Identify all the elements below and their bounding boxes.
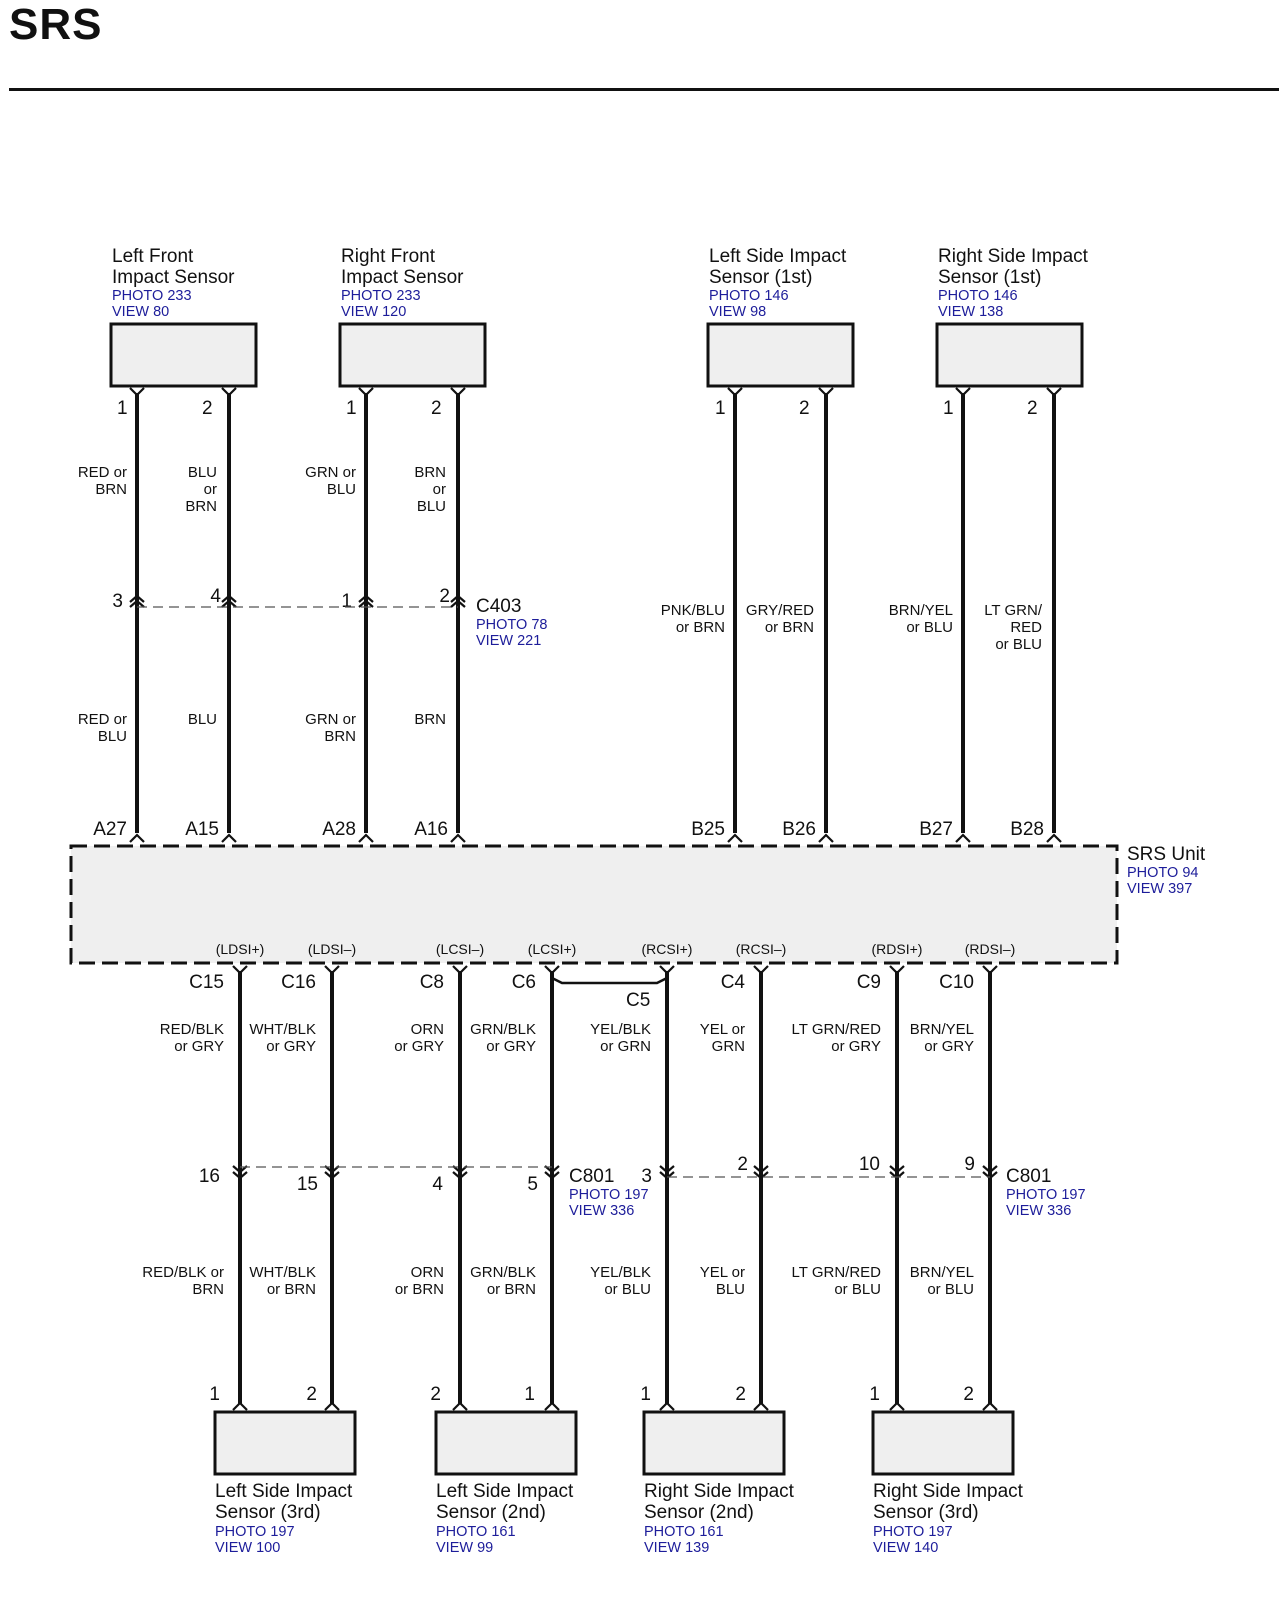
wire-color-line: or GRN [600,1038,651,1055]
unit-pin: A16 [414,819,448,840]
wire-color-line: ORN [410,1264,444,1281]
signal-name: (LCSI+) [527,941,577,957]
pin-number: 2 [735,1384,746,1405]
wire-color-line: BLU [97,728,127,745]
wire-color-line: BRN [95,481,127,498]
wire-color-line: GRY/RED [745,602,814,619]
unit-pin: B26 [782,819,816,840]
wire-color-line: WHT/BLK [249,1021,316,1038]
sensor-name-line: Sensor (1st) [938,267,1042,288]
sensor-name-line: Left Side Impact [436,1481,574,1502]
view-ref: VIEW 98 [709,304,767,320]
wire-color-line: or BLU [834,1281,881,1298]
terminal-chevron [1047,835,1061,842]
connector-c801-name: C801 [569,1166,615,1187]
connector-c801-name: C801 [1006,1166,1052,1187]
sensor-name-line: Left Front [112,246,194,267]
connector-pin: 3 [641,1166,652,1187]
wire-color-line: BRN [414,464,446,481]
wire-color-line: LT GRN/RED [791,1021,881,1038]
unit-pin: B28 [1010,819,1044,840]
wire-color-line: BRN/YEL [909,1264,974,1281]
wire-color-line: GRN/BLK [470,1264,536,1281]
view-ref: VIEW 120 [341,304,407,320]
sensor-name-line: Impact Sensor [341,267,464,288]
sensor-name-line: Impact Sensor [112,267,235,288]
wire-color-line: or BRN [486,1281,536,1298]
wire-color-line: BRN [414,711,446,728]
photo-ref: PHOTO 197 [873,1524,953,1540]
terminal-chevron [359,835,373,842]
pin-number: 2 [799,398,810,419]
wire-color-line: BLU [187,711,217,728]
connector-pin: 15 [296,1174,318,1195]
sensor-name-line: Right Side Impact [873,1481,1023,1502]
wire-color-line: BLU [715,1281,745,1298]
wire-color-line: GRN/BLK [470,1021,536,1038]
pin-number: 1 [715,398,726,419]
sensor-box [111,324,256,386]
sensor-box [873,1412,1013,1474]
sensor-box [340,324,485,386]
signal-name: (LCSI–) [435,941,485,957]
view-ref: VIEW 139 [644,1540,710,1556]
terminal-chevron [819,835,833,842]
connector-pin: 4 [432,1174,443,1195]
wire-color-line: or GRY [831,1038,881,1055]
srs-unit-name: SRS Unit [1127,844,1206,865]
terminal-chevron [890,1403,904,1410]
connector-c5-name: C5 [626,990,651,1011]
sensor-name-line: Right Front [341,246,435,267]
pin-number: 2 [431,398,442,419]
connector-pin: 4 [210,586,221,607]
view-ref: VIEW 397 [1127,881,1193,897]
wire-color-line: RED/BLK [159,1021,224,1038]
sensor-name-line: Sensor (1st) [709,267,813,288]
wire-color-line: or BLU [995,636,1042,653]
sensor-name-line: Sensor (3rd) [215,1502,321,1523]
connector-pin: 1 [341,591,352,612]
wire-color-line: or GRY [486,1038,536,1055]
pin-number: 1 [346,398,357,419]
signal-name: (LDSI+) [215,941,265,957]
photo-ref: PHOTO 146 [938,288,1018,304]
terminal-chevron [453,1403,467,1410]
terminal-chevron [222,835,236,842]
wire-color-line: BRN [185,498,217,515]
connector-pin: 2 [737,1154,748,1175]
wire-color-line: YEL or [699,1021,745,1038]
terminal-chevron [325,1403,339,1410]
terminal-chevron [130,835,144,842]
wire-color-line: RED/BLK or [142,1264,224,1281]
terminal-chevron [754,1403,768,1410]
terminal-chevron [545,1403,559,1410]
unit-pin: A15 [185,819,219,840]
connector-pin: 3 [112,591,123,612]
signal-name: (RDSI–) [964,941,1016,957]
view-ref: VIEW 80 [112,304,170,320]
wire-color-line: or BLU [927,1281,974,1298]
view-ref: VIEW 140 [873,1540,939,1556]
photo-ref: PHOTO 94 [1127,865,1199,881]
unit-pin: C10 [939,972,974,993]
wire-color-line: or GRY [924,1038,974,1055]
connector-pin: 9 [964,1154,975,1175]
pin-number: 1 [117,398,128,419]
wire-color-line: BRN/YEL [888,602,953,619]
sensor-name-line: Right Side Impact [938,246,1088,267]
wire-color-line: or GRY [394,1038,444,1055]
terminal-chevron [728,835,742,842]
wire-color-line: or [203,481,217,498]
wire-color-line: YEL/BLK [590,1021,651,1038]
photo-ref: PHOTO 78 [476,617,548,633]
sensor-name-line: Left Side Impact [709,246,847,267]
sensor-box [937,324,1082,386]
pin-number: 2 [202,398,213,419]
view-ref: VIEW 336 [569,1203,635,1219]
wire-color-line: BLU [416,498,446,515]
signal-name: (RDSI+) [871,941,923,957]
unit-pin: C16 [281,972,316,993]
signal-name: (RCSI+) [641,941,693,957]
wire-color-line: RED [1010,619,1042,636]
unit-pin: C6 [511,972,536,993]
connector-c403-name: C403 [476,596,522,617]
photo-ref: PHOTO 161 [436,1524,516,1540]
photo-ref: PHOTO 233 [112,288,192,304]
terminal-chevron [233,1403,247,1410]
wire-color-line: BRN [192,1281,224,1298]
wire-color-line: PNK/BLU [660,602,725,619]
signal-name: (LDSI–) [307,941,357,957]
wire-color-line: YEL/BLK [590,1264,651,1281]
wire-color-line: BLU [326,481,356,498]
wire-color-line: WHT/BLK [249,1264,316,1281]
unit-pin: C9 [856,972,881,993]
photo-ref: PHOTO 197 [569,1187,649,1203]
signal-name: (RCSI–) [735,941,787,957]
wire-color-line: BRN/YEL [909,1021,974,1038]
unit-pin: B27 [919,819,953,840]
sensor-box [708,324,853,386]
pin-number: 1 [209,1384,220,1405]
photo-ref: PHOTO 161 [644,1524,724,1540]
pin-number: 1 [524,1384,535,1405]
wire-color-line: or [432,481,446,498]
unit-pin: B25 [691,819,725,840]
wire-color-line: BRN [324,728,356,745]
wire-color-line: LT GRN/ [984,602,1042,619]
terminal-chevron [660,1403,674,1410]
photo-ref: PHOTO 197 [1006,1187,1086,1203]
unit-pin: C15 [189,972,224,993]
unit-pin: C4 [720,972,745,993]
unit-pin: A27 [93,819,127,840]
sensor-name-line: Sensor (3rd) [873,1502,979,1523]
unit-pin: C8 [419,972,444,993]
sensor-name-line: Sensor (2nd) [644,1502,754,1523]
sensor-name-line: Right Side Impact [644,1481,794,1502]
pin-number: 1 [640,1384,651,1405]
c5-junction [552,978,667,983]
photo-ref: PHOTO 146 [709,288,789,304]
wire-color-line: or BLU [604,1281,651,1298]
wire-color-line: or BRN [675,619,725,636]
connector-pin: 16 [198,1166,220,1187]
terminal-chevron [983,1403,997,1410]
photo-ref: PHOTO 197 [215,1524,295,1540]
pin-number: 2 [306,1384,317,1405]
wire-color-line: BLU [187,464,217,481]
pin-number: 1 [943,398,954,419]
wire-color-line: or BRN [764,619,814,636]
view-ref: VIEW 100 [215,1540,281,1556]
wire-color-line: YEL or [699,1264,745,1281]
connector-pin: 10 [858,1154,880,1175]
photo-ref: PHOTO 233 [341,288,421,304]
unit-pin: A28 [322,819,356,840]
wire-color-line: ORN [410,1021,444,1038]
pin-number: 1 [869,1384,880,1405]
sensor-name-line: Left Side Impact [215,1481,353,1502]
connector-pin: 5 [527,1174,538,1195]
connector-pin: 2 [439,586,450,607]
wire-color-line: GRN [711,1038,745,1055]
wire-color-line: or GRY [174,1038,224,1055]
view-ref: VIEW 138 [938,304,1004,320]
wire-color-line: or BRN [394,1281,444,1298]
view-ref: VIEW 221 [476,633,542,649]
wire-color-line: or BLU [906,619,953,636]
pin-number: 2 [1027,398,1038,419]
wire-color-line: RED or [77,464,127,481]
pin-number: 2 [430,1384,441,1405]
view-ref: VIEW 336 [1006,1203,1072,1219]
wire-color-line: or GRY [266,1038,316,1055]
wire-color-line: or BRN [266,1281,316,1298]
terminal-chevron [956,835,970,842]
sensor-box [436,1412,576,1474]
wire-color-line: GRN or [305,464,356,481]
wire-color-line: LT GRN/RED [791,1264,881,1281]
terminal-chevron [451,835,465,842]
sensor-box [644,1412,784,1474]
wire-color-line: RED or [77,711,127,728]
pin-number: 2 [963,1384,974,1405]
page-title: SRS [9,0,103,49]
view-ref: VIEW 99 [436,1540,494,1556]
sensor-box [215,1412,355,1474]
wire-color-line: GRN or [305,711,356,728]
sensor-name-line: Sensor (2nd) [436,1502,546,1523]
